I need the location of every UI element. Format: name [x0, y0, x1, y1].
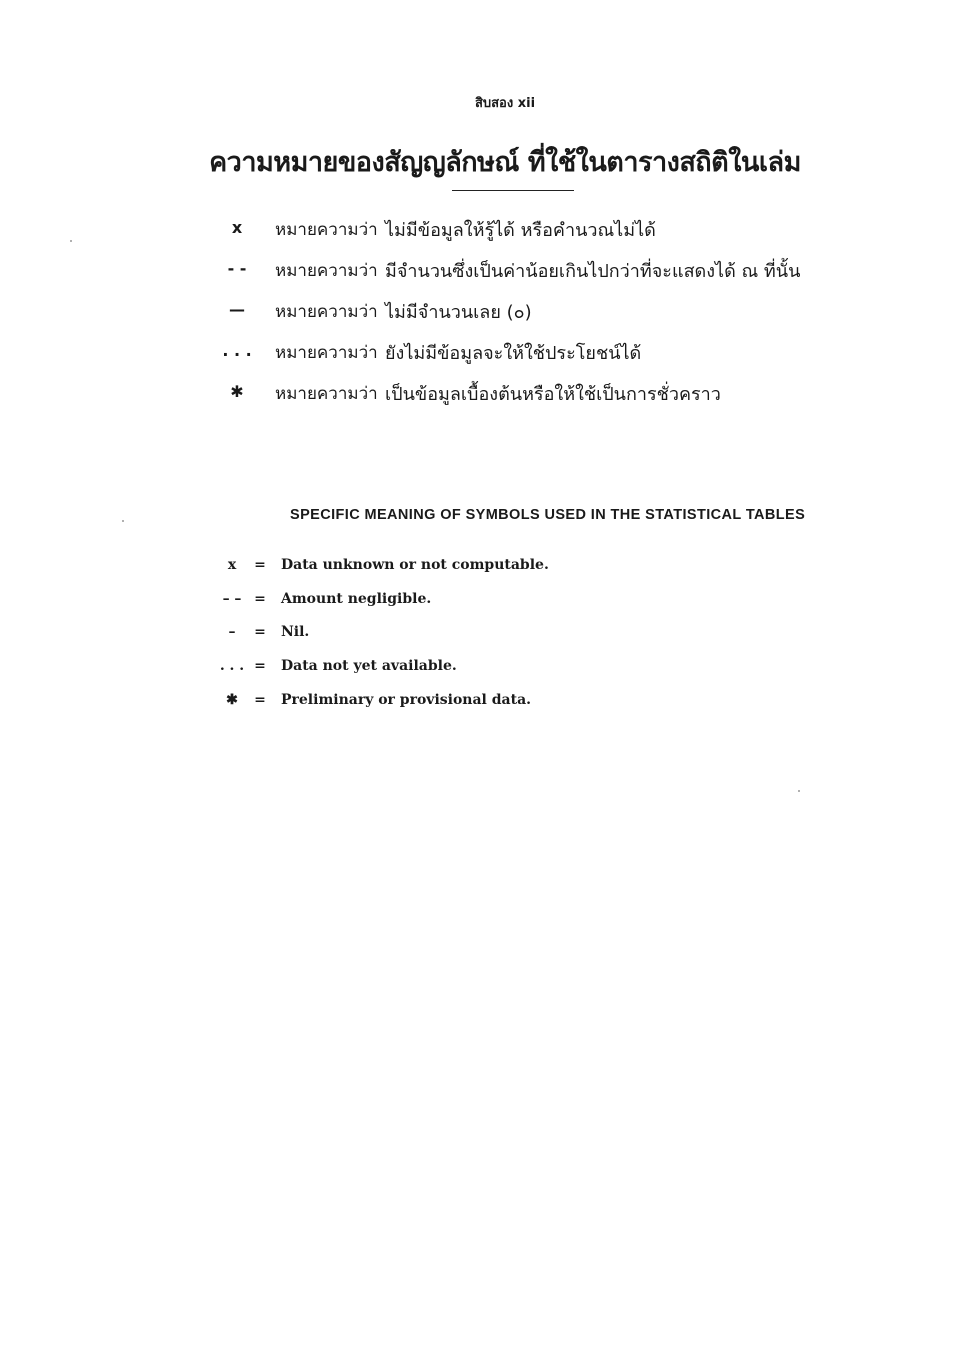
- scan-speck: [798, 790, 800, 792]
- equals-sign: =: [254, 624, 266, 640]
- legend-label: หมายความว่า: [275, 343, 378, 363]
- thai-legend-row: [205, 296, 845, 328]
- legend-description: มีจำนวนซึ่งเป็นค่าน้อยเกินไปกว่าที่จะแสดงได้ ณ ที่นั้น: [385, 261, 801, 282]
- english-legend-row: [205, 557, 705, 579]
- legend-label: หมายความว่า: [275, 261, 378, 281]
- legend-description: Data unknown or not computable.: [281, 557, 549, 573]
- legend-symbol: - -: [227, 259, 247, 278]
- legend-symbol: –: [228, 624, 236, 640]
- legend-symbol: ✱: [226, 692, 238, 708]
- legend-label: หมายความว่า: [275, 220, 378, 240]
- title-underline: [452, 190, 574, 191]
- english-legend-row: [205, 692, 705, 714]
- legend-description: ยังไม่มีข้อมูลจะให้ใช้ประโยชน์ได้: [385, 343, 642, 364]
- legend-symbol: x: [227, 557, 237, 573]
- english-legend-row: [205, 658, 705, 680]
- legend-symbol: . . .: [219, 658, 245, 674]
- legend-symbol: —: [229, 300, 245, 319]
- equals-sign: =: [254, 557, 266, 573]
- thai-legend-row: [205, 337, 845, 369]
- legend-label: หมายความว่า: [275, 302, 378, 322]
- legend-description: ไม่มีข้อมูลให้รู้ได้ หรือคำนวณไม่ได้: [385, 220, 656, 241]
- thai-legend-row: [205, 214, 845, 246]
- legend-symbol: ✱: [230, 382, 244, 401]
- thai-legend-row: [205, 378, 845, 410]
- scan-speck: [122, 520, 124, 522]
- legend-description: Preliminary or provisional data.: [281, 692, 532, 708]
- legend-description: Nil.: [281, 624, 310, 640]
- english-legend-title: SPECIFIC MEANING OF SYMBOLS USED IN THE STATISTICAL TABLES: [290, 507, 806, 523]
- legend-description: Amount negligible.: [281, 591, 432, 607]
- legend-description: ไม่มีจำนวนเลย (๐): [385, 302, 532, 323]
- legend-symbol: . . .: [222, 341, 252, 360]
- equals-sign: =: [254, 658, 266, 674]
- page-number: สิบสอง xii: [474, 96, 536, 111]
- legend-description: เป็นข้อมูลเบื้องต้นหรือให้ใช้เป็นการชั่วคราว: [385, 384, 721, 405]
- equals-sign: =: [254, 692, 266, 708]
- legend-symbol: x: [231, 218, 243, 237]
- legend-description: Data not yet available.: [281, 658, 457, 674]
- english-legend-row: [205, 591, 705, 613]
- equals-sign: =: [254, 591, 266, 607]
- legend-label: หมายความว่า: [275, 384, 378, 404]
- thai-legend-row: [205, 255, 845, 287]
- thai-title: ความหมายของสัญญลักษณ์ ที่ใช้ในตารางสถิติในเล่ม: [209, 147, 801, 178]
- english-legend-row: [205, 624, 705, 646]
- scan-speck: [70, 240, 72, 242]
- legend-symbol: – –: [222, 591, 242, 607]
